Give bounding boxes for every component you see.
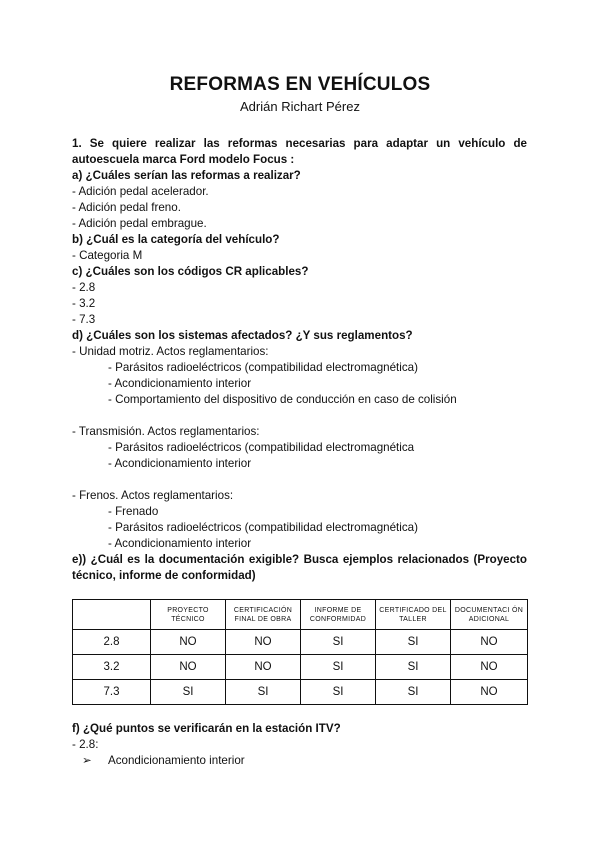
- list-item-text: Acondicionamiento interior: [108, 754, 245, 767]
- question-f-heading: f) ¿Qué puntos se verificarán en la estación ITV?: [72, 722, 341, 735]
- table-header-cell: INFORME DE CONFORMIDAD: [301, 600, 376, 630]
- table-cell: SI: [151, 680, 226, 705]
- table-header-cell: PROYECTO TÉCNICO: [151, 600, 226, 630]
- answer-a-item: - Adición pedal freno.: [72, 201, 181, 214]
- table-cell: SI: [376, 655, 451, 680]
- system-group-label: - Transmisión. Actos reglamentarios:: [72, 425, 260, 438]
- regulation-item: - Parásitos radioeléctricos (compatibilidad electromagnética): [108, 361, 418, 374]
- table-cell: 7.3: [73, 680, 151, 705]
- answer-c-item: - 7.3: [72, 313, 96, 326]
- table-cell: NO: [151, 655, 226, 680]
- table-row: [73, 630, 528, 655]
- table-cell: SI: [301, 630, 376, 655]
- system-group-label: - Frenos. Actos reglamentarios:: [72, 489, 234, 502]
- answer-f-subheading: - 2.8:: [72, 738, 99, 751]
- answer-a-item: - Adición pedal embrague.: [72, 217, 207, 230]
- table-cell: NO: [451, 680, 528, 705]
- answer-b-item: - Categoria M: [72, 249, 143, 262]
- table-cell: NO: [151, 630, 226, 655]
- table-header-cell: CERTIFICADO DEL TALLER: [376, 600, 451, 630]
- table-cell: SI: [376, 630, 451, 655]
- regulation-item: - Comportamiento del dispositivo de conducción en caso de colisión: [108, 393, 457, 406]
- table-row: [73, 680, 528, 705]
- list-item: [72, 753, 527, 769]
- question-b-heading: b) ¿Cuál es la categoría del vehículo?: [72, 233, 280, 246]
- system-group-label: - Unidad motriz. Actos reglamentarios:: [72, 345, 269, 358]
- table-cell: SI: [301, 680, 376, 705]
- regulation-item: - Acondicionamiento interior: [108, 537, 252, 550]
- table-cell: SI: [226, 680, 301, 705]
- question-c-heading: c) ¿Cuáles son los códigos CR aplicables?: [72, 265, 309, 278]
- question-a-heading: a) ¿Cuáles serían las reformas a realizar?: [72, 169, 301, 182]
- table-cell: NO: [451, 655, 528, 680]
- regulation-item: - Parásitos radioeléctricos (compatibilidad electromagnética: [108, 441, 415, 454]
- answer-a-item: - Adición pedal acelerador.: [72, 185, 209, 198]
- arrow-bullet-icon: ➢: [82, 754, 92, 767]
- table-cell: NO: [226, 630, 301, 655]
- table-cell: SI: [376, 680, 451, 705]
- table-cell: SI: [301, 655, 376, 680]
- table-header-cell: CERTIFICACIÓN FINAL DE OBRA: [226, 600, 301, 630]
- table-header-cell: DOCUMENTACI ÓN ADICIONAL: [451, 600, 528, 630]
- table-header-cell: [73, 600, 151, 630]
- table-cell: NO: [226, 655, 301, 680]
- regulation-item: - Acondicionamiento interior: [108, 377, 252, 390]
- question-e-heading: e)) ¿Cuál es la documentación exigible? Busca ejemplos relacionados (Proyecto técnico, informe de conformidad): [72, 553, 527, 582]
- document-author: Adrián Richart Pérez: [240, 99, 360, 114]
- answer-c-item: - 2.8: [72, 281, 96, 294]
- spacer: [72, 408, 527, 424]
- table-header-row: [73, 600, 528, 630]
- regulation-item: - Parásitos radioeléctricos (compatibilidad electromagnética): [108, 521, 418, 534]
- question-1-heading: 1. Se quiere realizar las reformas necesarias para adaptar un vehículo de autoescuela marca Ford modelo Focus :: [72, 137, 527, 166]
- question-body: [72, 136, 527, 584]
- regulation-item: - Frenado: [108, 505, 159, 518]
- regulation-item: - Acondicionamiento interior: [108, 457, 252, 470]
- document-title: REFORMAS EN VEHÍCULOS: [169, 74, 431, 95]
- answer-c-item: - 3.2: [72, 297, 96, 310]
- table-cell: NO: [451, 630, 528, 655]
- spacer: [72, 472, 527, 488]
- table-cell: 3.2: [73, 655, 151, 680]
- question-d-heading: d) ¿Cuáles son los sistemas afectados? ¿Y sus reglamentos?: [72, 329, 413, 342]
- table-row: [73, 655, 528, 680]
- question-f-section: [72, 721, 527, 769]
- table-cell: 2.8: [73, 630, 151, 655]
- documentation-table: [72, 599, 528, 705]
